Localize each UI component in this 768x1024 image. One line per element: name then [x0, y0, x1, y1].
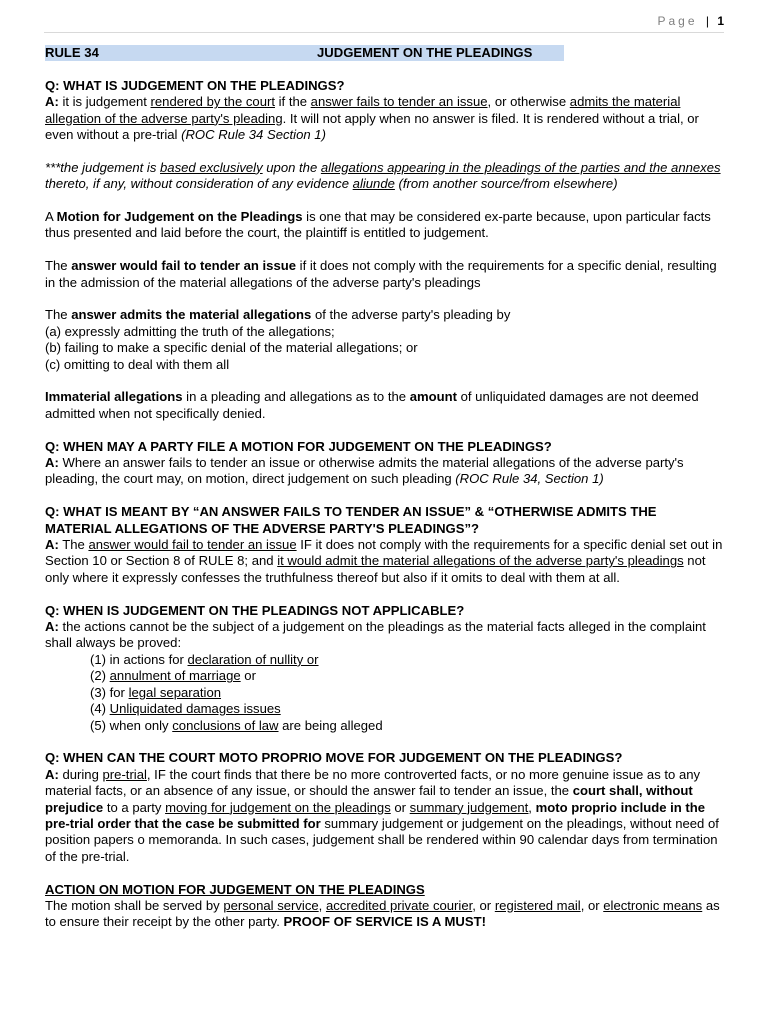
rule-title: JUDGEMENT ON THE PLEADINGS [317, 45, 533, 60]
answer-3: A: The answer would fail to tender an issue IF it does not comply with the requirements for a specific denial set out in Section 10 or Section 8 of RULE 8; and it would admit the material allegations of the adverse party's pleadings not only where it expressly confesses the truthfulness thereof but also if it omits to deal with them at all. [45, 537, 723, 585]
list-item: (4) Unliquidated damages issues [90, 701, 281, 717]
answer-5: A: during pre-trial, IF the court finds that there be no more controverted facts, or no more genuine issue as to any material facts, or an absence of any issue, or should the answer fail to tender an issue, the court shall, without prejudice to a party moving for judgement on the pleadings or summary judgement, moto proprio include in the pre-trial order that the case be submitted for summary judgement or judgement on the pleadings, without need of position papers o memoranda. In such cases, judgement shall be rendered within 90 calendar days from termination of the pre-trial. [45, 766, 719, 864]
answer-4: A: the actions cannot be the subject of a judgement on the pleadings as the material facts alleged in the complaint shall always be proved: [45, 619, 706, 651]
page-number: 1 [717, 14, 724, 28]
header-divider [44, 32, 724, 33]
rule-number: RULE 34 [45, 45, 99, 60]
list-item: (2) annulment of marriage or [90, 668, 256, 684]
answer-1: A: it is judgement rendered by the court if the answer fails to tender an issue, or otherwise admits the material allegation of the adverse party's pleading. It will not apply when no answer is filed. It is rendered without a trial, or even without a pre-trial (ROC Rule 34 Section 1) [45, 94, 699, 143]
emphasis-note: ***the judgement is based exclusively upon the allegations appearing in the pleadings of the parties and the annexes thereto, if any, without consideration of any evidence aliunde (from another source/from elsewhere) [45, 159, 721, 192]
list-item: (c) omitting to deal with them all [45, 356, 230, 372]
service-paragraph: The motion shall be served by personal service, accredited private courier, or registered mail, or electronic means as to ensure their receipt by the other party. PROOF OF SERVICE IS A MUST! [45, 897, 720, 930]
question-5: Q: WHEN CAN THE COURT MOTO PROPRIO MOVE FOR JUDGEMENT ON THE PLEADINGS? [45, 750, 623, 766]
document-body [45, 45, 725, 931]
page-title [45, 45, 564, 61]
question-3: Q: WHAT IS MEANT BY “AN ANSWER FAILS TO TENDER AN ISSUE” & “OTHERWISE ADMITS THE MATERIAL ALLEGATIONS OF THE ADVERSE PARTY'S PLEADINGS”? [45, 504, 657, 536]
list-item: (3) for legal separation [90, 684, 222, 700]
immaterial-paragraph: Immaterial allegations in a pleading and allegations as to the amount of unliquidated damages are not deemed admitted when not specifically denied. [45, 389, 699, 421]
question-2: Q: WHEN MAY A PARTY FILE A MOTION FOR JUDGEMENT ON THE PLEADINGS? [45, 438, 552, 454]
citation: (ROC Rule 34 Section 1) [181, 127, 326, 143]
fail-paragraph: The answer would fail to tender an issue if it does not comply with the requirements for a specific denial, resulting in the admission of the material allegations of the adverse party's pleadings [45, 258, 717, 290]
page-header [657, 14, 724, 28]
list-item: (5) when only conclusions of law are being alleged [90, 717, 383, 733]
answer-2: A: Where an answer fails to tender an issue or otherwise admits the material allegations of the adverse party's pleading, the court may, on motion, direct judgement on such pleading (ROC Rule 34, Section 1) [45, 455, 684, 487]
list-item: (b) failing to make a specific denial of the material allegations; or [45, 340, 418, 356]
page-separator: | [705, 14, 709, 28]
motion-paragraph: A Motion for Judgement on the Pleadings is one that may be considered ex-parte because, upon particular facts thus presented and laid before the court, the plaintiff is entitled to judgement. [45, 209, 711, 241]
question-1: Q: WHAT IS JUDGEMENT ON THE PLEADINGS? [45, 77, 345, 93]
list-item: (1) in actions for declaration of nullity or [90, 651, 319, 667]
page-label: Page [657, 14, 698, 28]
answer-label: A: [45, 94, 59, 110]
citation: (ROC Rule 34, Section 1) [455, 471, 604, 487]
admits-paragraph: The answer admits the material allegations of the adverse party's pleading by [45, 307, 511, 323]
section-heading: ACTION ON MOTION FOR JUDGEMENT ON THE PLEADINGS [45, 881, 425, 897]
list-item: (a) expressly admitting the truth of the allegations; [45, 323, 335, 339]
question-4: Q: WHEN IS JUDGEMENT ON THE PLEADINGS NOT APPLICABLE? [45, 602, 465, 618]
